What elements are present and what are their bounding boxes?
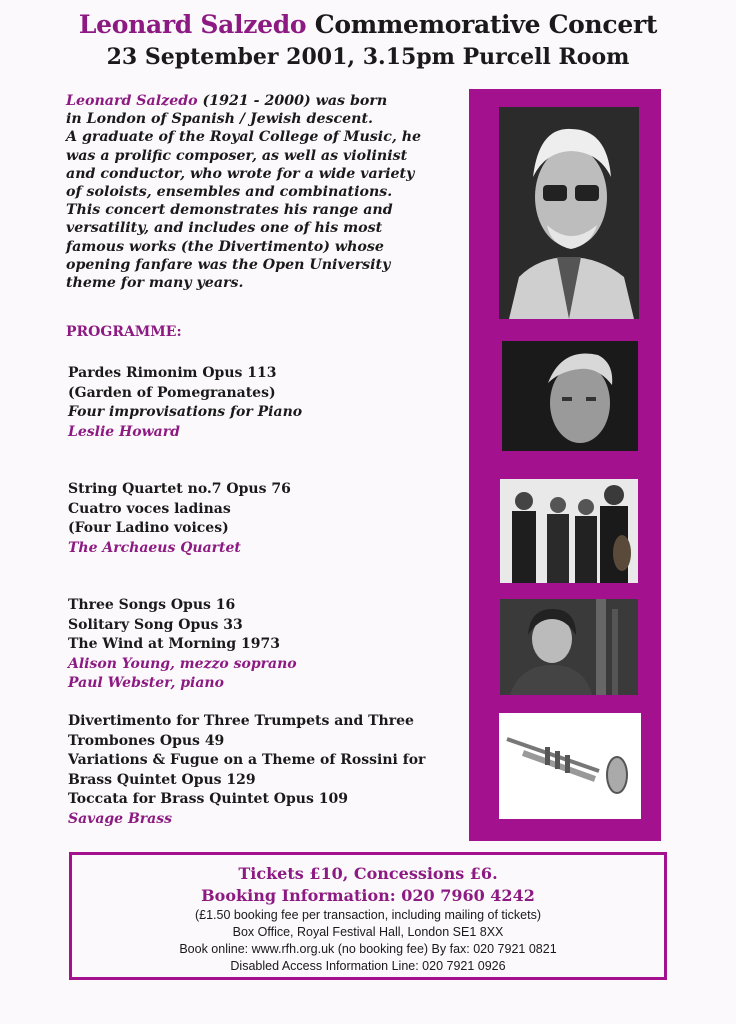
- title-composer-name: Leonard Salzedo: [78, 10, 307, 39]
- performer: Leslie Howard: [68, 423, 180, 440]
- event-date-venue: 23 September 2001, 3.15pm Purcell Room: [106, 44, 630, 70]
- intro-line: of soloists, ensembles and combinations.: [66, 184, 393, 201]
- intro-line: theme for many years.: [66, 275, 244, 292]
- work-title: Toccata for Brass Quintet Opus 109: [68, 791, 348, 807]
- singer-photo: [500, 599, 638, 695]
- online-fax-info: Book online: www.rfh.org.uk (no booking fee) By fax: 020 7921 0821: [179, 942, 557, 956]
- work-title: Divertimento for Three Trumpets and Three: [68, 713, 414, 729]
- work-title: Variations & Fugue on a Theme of Rossini for: [68, 752, 426, 768]
- intro-line: This concert demonstrates his range and: [66, 202, 393, 219]
- disabled-access-line: Disabled Access Information Line: 020 7921 0926: [230, 959, 506, 973]
- performer: The Archaeus Quartet: [68, 539, 241, 556]
- work-title: The Wind at Morning 1973: [68, 636, 280, 652]
- intro-line: Leonard Salzedo (1921 - 2000) was born: [66, 93, 388, 109]
- work-title: Three Songs Opus 16: [68, 597, 236, 613]
- programme-item-quartet: [68, 480, 468, 558]
- intro-line: and conductor, who wrote for a wide variety: [66, 165, 415, 182]
- work-title: Cuatro voces ladinas: [68, 500, 231, 517]
- intro-line: opening fanfare was the Open University: [66, 256, 391, 273]
- work-title: Brass Quintet Opus 129: [68, 771, 256, 788]
- work-description: Four improvisations for Piano: [68, 404, 303, 420]
- programme-item-brass: [68, 712, 468, 829]
- title-event: Commemorative Concert: [314, 10, 658, 39]
- booking-info-box: [69, 852, 667, 980]
- pianist-portrait-photo: [502, 341, 638, 451]
- work-title: (Four Ladino voices): [68, 520, 229, 536]
- performer: Savage Brass: [68, 810, 173, 827]
- programme-item-piano: [68, 364, 468, 442]
- page-title: [0, 10, 736, 39]
- box-office-address: Box Office, Royal Festival Hall, London SE1 8XX: [232, 925, 504, 939]
- intro-paragraph: [66, 92, 446, 292]
- work-title: (Garden of Pomegranates): [68, 384, 276, 401]
- ticket-prices: Tickets £10, Concessions £6.: [238, 864, 498, 883]
- intro-line: was a prolific composer, as well as violinist: [66, 147, 408, 164]
- performer: Alison Young, mezzo soprano: [68, 655, 297, 672]
- intro-composer-name: Leonard Salzedo: [66, 93, 198, 109]
- booking-fee-note: (£1.50 booking fee per transaction, including mailing of tickets): [194, 908, 542, 922]
- work-title: Trombones Opus 49: [68, 732, 225, 749]
- performer: Paul Webster, piano: [68, 675, 224, 691]
- work-title: Pardes Rimonim Opus 113: [68, 365, 277, 381]
- programme-heading: PROGRAMME:: [66, 324, 182, 340]
- trumpet-photo: [499, 713, 641, 819]
- booking-phone: Booking Information: 020 7960 4242: [201, 886, 535, 905]
- photo-strip: [469, 89, 661, 841]
- composer-portrait-photo: [499, 107, 639, 319]
- quartet-photo: [500, 479, 638, 583]
- intro-line: versatility, and includes one of his most: [66, 220, 383, 237]
- work-title: Solitary Song Opus 33: [68, 616, 243, 633]
- intro-line: famous works (the Divertimento) whose: [66, 238, 384, 255]
- intro-line: in London of Spanish / Jewish descent.: [66, 111, 373, 128]
- programme-item-songs: [68, 596, 468, 694]
- work-title: String Quartet no.7 Opus 76: [68, 481, 291, 497]
- intro-line: A graduate of the Royal College of Music, he: [66, 129, 422, 146]
